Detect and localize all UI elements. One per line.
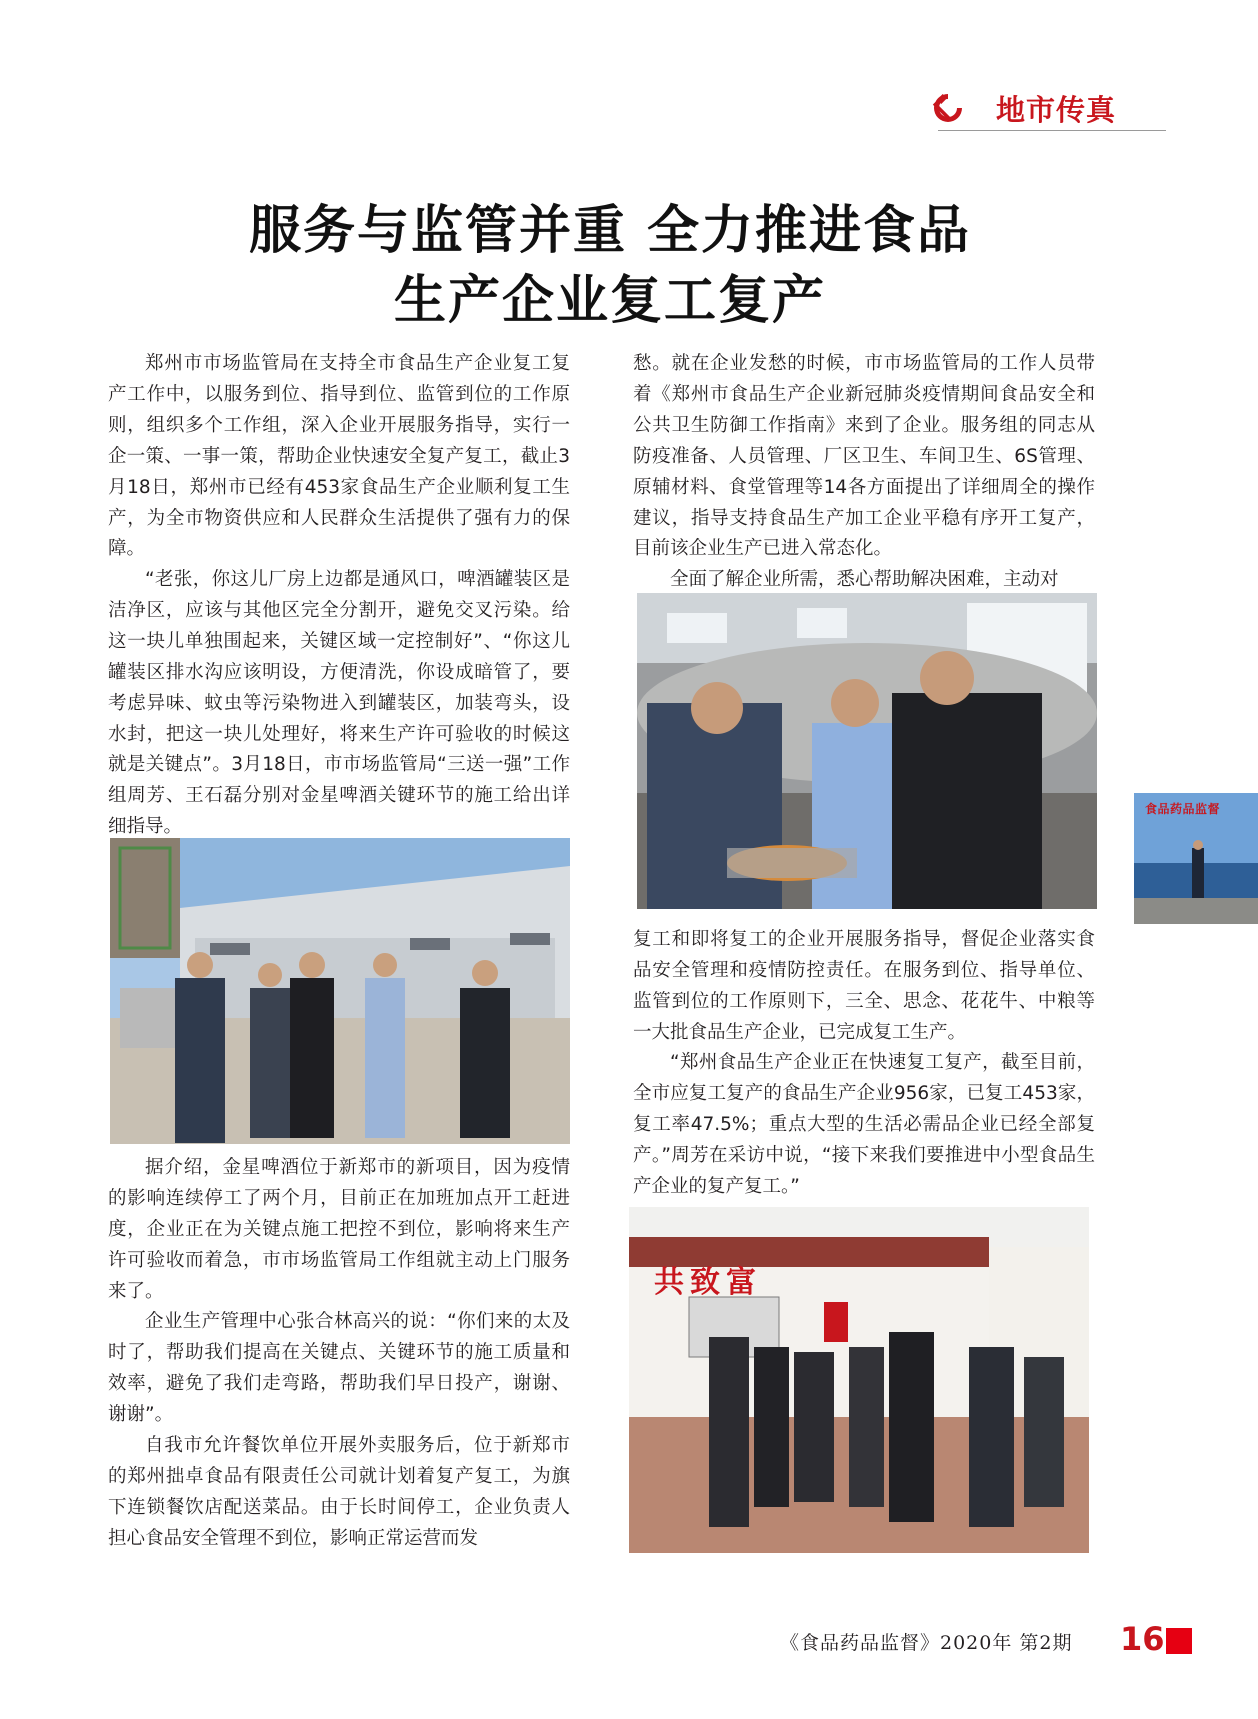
photo-courtyard-visit: [629, 1207, 1089, 1553]
left-paragraph-1: 郑州市市场监管局在支持全市食品生产企业复工复产工作中，以服务到位、指导到位、监管到位的工作原则，组织多个工作组，深入企业开展服务指导，实行一企一策、一事一策，帮助企业快速安全复产复工，截止3月18日，郑州市已经有453家食品生产企业顺利复工生产，为全市物资供应和人民群众生活提供了强有力的保障。: [108, 353, 570, 560]
right-paragraph-1: 愁。就在企业发愁的时候，市市场监管局的工作人员带着《郑州市食品生产企业新冠肺炎疫情期间食品安全和公共卫生防御工作指南》来到了企业。服务组的同志从防疫准备、人员管理、厂区卫生、车间卫生、6S管理、原辅材料、食堂管理等14各方面提出了详细周全的操作建议，指导支持食品生产加工企业平稳有序开工复产，目前该企业生产已进入常态化。: [633, 353, 1095, 560]
thumbnail-label: 食品药品监督: [1145, 802, 1221, 816]
section-title: 地市传真: [996, 93, 1117, 127]
right-paragraph-3: 复工和即将复工的企业开展服务指导，督促企业落实食品安全管理和疫情防控责任。在服务到位、指导单位、监管到位的工作原则下，三全、思念、花花牛、中粮等一大批食品生产企业，已完成复工生产。: [633, 929, 1095, 1043]
header-rule: [938, 130, 1166, 131]
page-footer: [780, 1620, 1200, 1660]
photo-sign-text: 共致富: [654, 1265, 762, 1300]
left-paragraph-3: 据介绍，金星啤酒位于新郑市的新项目，因为疫情的影响连续停工了两个月，目前正在加班加点开工赶进度，企业正在为关键点施工把控不到位，影响将来生产许可验收而着急，市市场监管局工作组就主动上门服务来了。: [108, 1157, 570, 1302]
left-paragraph-2: “老张，你这儿厂房上边都是通风口，啤酒罐装区是洁净区，应该与其他区完全分割开，避免交叉污染。给这一块儿单独围起来，关键区域一定控制好”、“你这儿罐装区排水沟应该明设，方便清洗，你设成暗管了，要考虑异味、蚊虫等污染物进入到罐装区，加装弯头，设水封，把这一块儿处理好，将来生产许可验收的时候这就是关键点”。3月18日，市市场监管局“三送一强”工作组周芳、王石磊分别对金星啤酒关键环节的施工给出详细指导。: [108, 569, 570, 838]
page-marker-square: [1166, 1628, 1192, 1654]
right-paragraph-2: 全面了解企业所需，悉心帮助解决困难，主动对: [670, 569, 1059, 590]
photo-workshop-inspection: [637, 593, 1097, 909]
magazine-cover-thumbnail: [1134, 793, 1258, 924]
journal-issue: 《食品药品监督》2020年 第2期: [780, 1632, 1073, 1654]
right-paragraph-4: “郑州食品生产企业正在快速复工复产，截至目前，全市应复工复产的食品生产企业956家，已复工453家，复工率47.5%；重点大型的生活必需品企业已经全部复产。”周芳在采访中说，“接下来我们要推进中小型食品生产企业的复产复工。”: [633, 1052, 1095, 1197]
left-paragraph-4: 企业生产管理中心张合林高兴的说：“你们来的太及时了，帮助我们提高在关键点、关键环节的施工质量和效率，避免了我们走弯路，帮助我们早日投产，谢谢、谢谢”。: [108, 1311, 570, 1425]
photo-brewery-site: [110, 838, 570, 1144]
left-paragraph-5: 自我市允许餐饮单位开展外卖服务后，位于新郑市的郑州拙卓食品有限责任公司就计划着复产复工，为旗下连锁餐饮店配送菜品。由于长时间停工，企业负责人担心食品安全管理不到位，影响正常运营而发: [108, 1435, 570, 1549]
section-header: [930, 84, 1166, 132]
article-title-line-1: 服务与监管并重 全力推进食品: [248, 200, 972, 261]
article-title-line-2: 生产企业复工复产: [393, 270, 826, 331]
hammer-sickle-icon: [930, 90, 966, 126]
page-number: 16: [1120, 1620, 1165, 1658]
article-title: [110, 196, 1110, 336]
